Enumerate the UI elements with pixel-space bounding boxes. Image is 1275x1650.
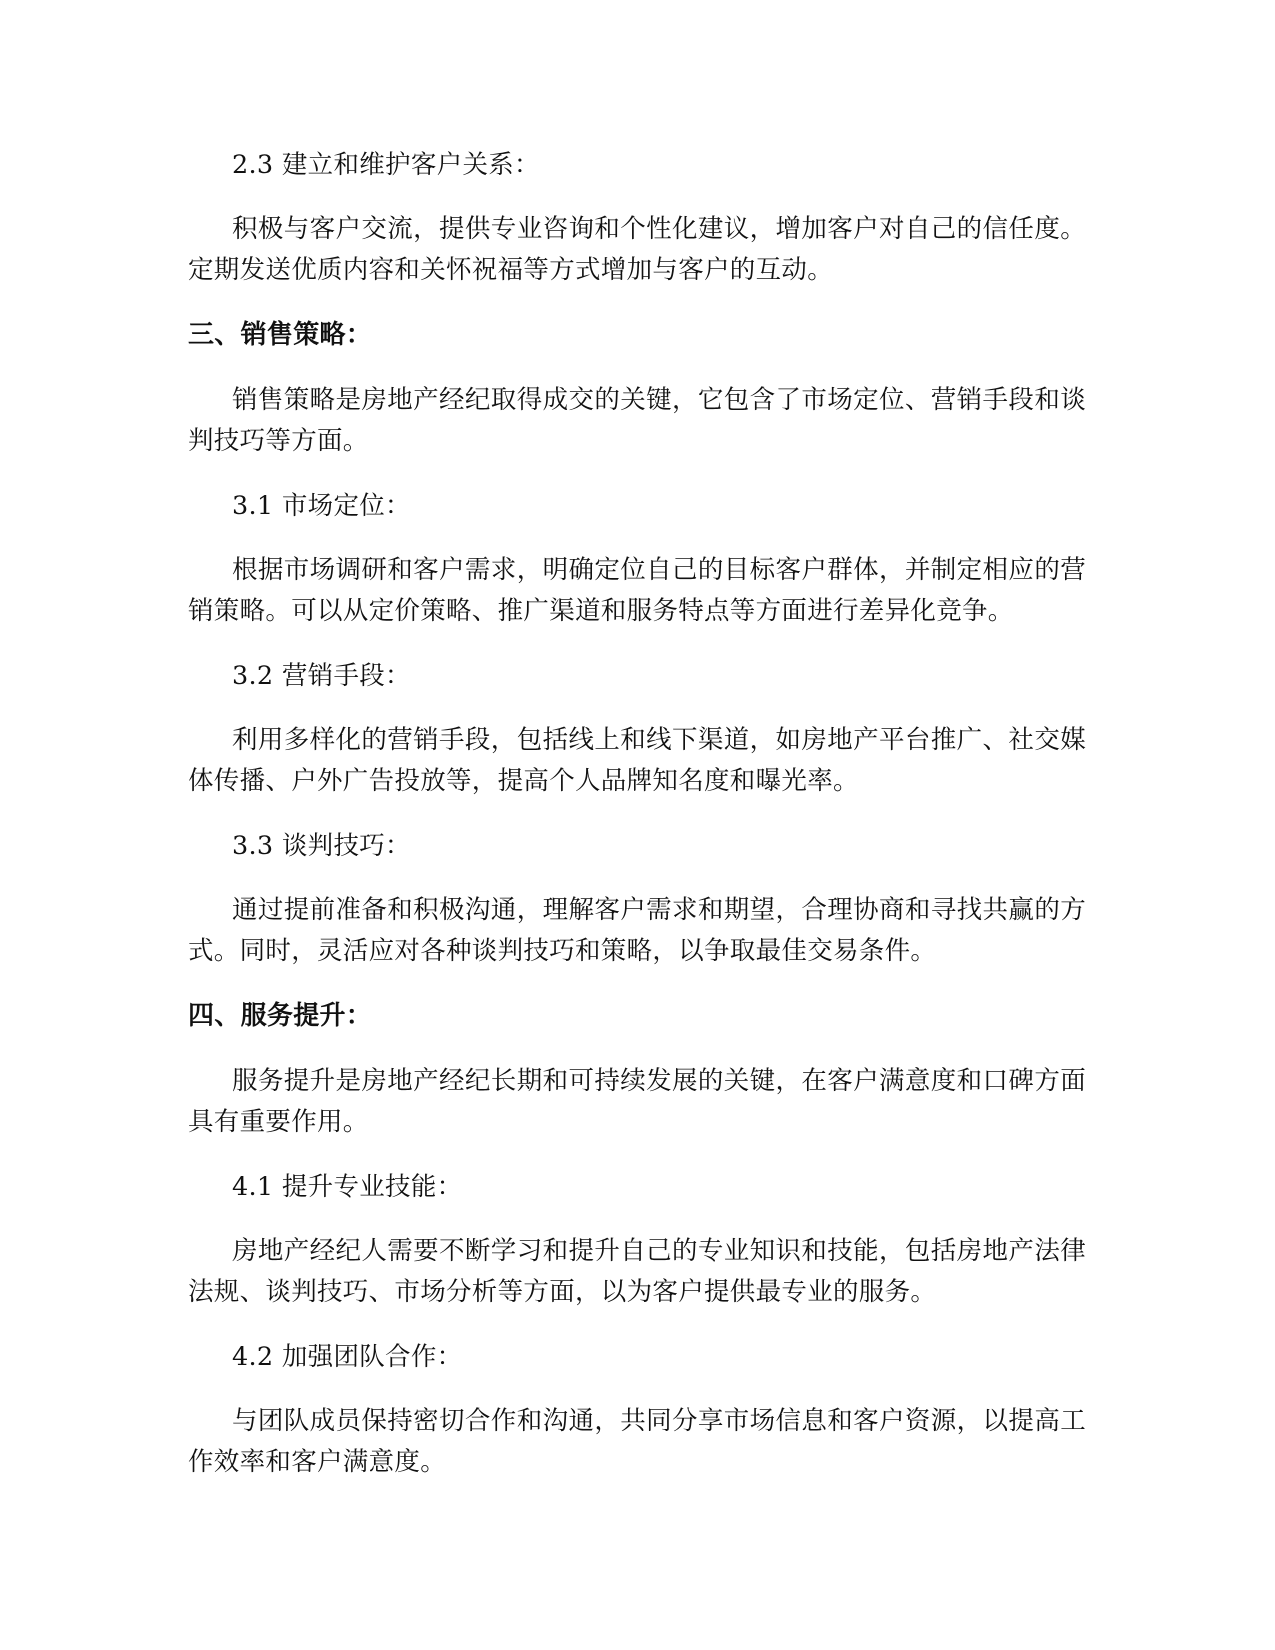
section-heading-sales-strategy: 三、销售策略： <box>188 320 373 350</box>
paragraph-negotiation-skills: 通过提前准备和积极沟通，理解客户需求和期望，合理协商和寻找共赢的方式。同时，灵活应对各种谈判技巧和策略，以争取最佳交易条件。 <box>188 895 1086 966</box>
paragraph-marketing-means: 利用多样化的营销手段，包括线上和线下渠道，如房地产平台推广、社交媒体传播、户外广告投放等，提高个人品牌知名度和曝光率。 <box>188 725 1086 796</box>
subheading-4-1: 4.1 提升专业技能： <box>232 1172 463 1202</box>
paragraph-market-positioning: 根据市场调研和客户需求，明确定位自己的目标客户群体，并制定相应的营销策略。可以从定价策略、推广渠道和服务特点等方面进行差异化竞争。 <box>188 555 1086 626</box>
document-body <box>188 145 1086 1507</box>
paragraph-client-relations: 积极与客户交流，提供专业咨询和个性化建议，增加客户对自己的信任度。定期发送优质内容和关怀祝福等方式增加与客户的互动。 <box>188 214 1086 285</box>
paragraph-team-cooperation: 与团队成员保持密切合作和沟通，共同分享市场信息和客户资源，以提高工作效率和客户满意度。 <box>188 1406 1086 1477</box>
paragraph-sales-strategy-intro: 销售策略是房地产经纪取得成交的关键，它包含了市场定位、营销手段和谈判技巧等方面。 <box>188 385 1086 456</box>
subheading-4-2: 4.2 加强团队合作： <box>232 1342 463 1372</box>
subheading-3-3: 3.3 谈判技巧： <box>232 831 411 861</box>
subheading-3-2: 3.2 营销手段： <box>232 661 411 691</box>
section-heading-service-improvement: 四、服务提升： <box>188 1001 373 1031</box>
paragraph-service-improvement-intro: 服务提升是房地产经纪长期和可持续发展的关键，在客户满意度和口碑方面具有重要作用。 <box>188 1066 1086 1137</box>
subheading-3-1: 3.1 市场定位： <box>232 491 411 521</box>
subheading-2-3: 2.3 建立和维护客户关系： <box>232 150 540 180</box>
paragraph-professional-skills: 房地产经纪人需要不断学习和提升自己的专业知识和技能，包括房地产法律法规、谈判技巧、市场分析等方面，以为客户提供最专业的服务。 <box>188 1236 1086 1307</box>
